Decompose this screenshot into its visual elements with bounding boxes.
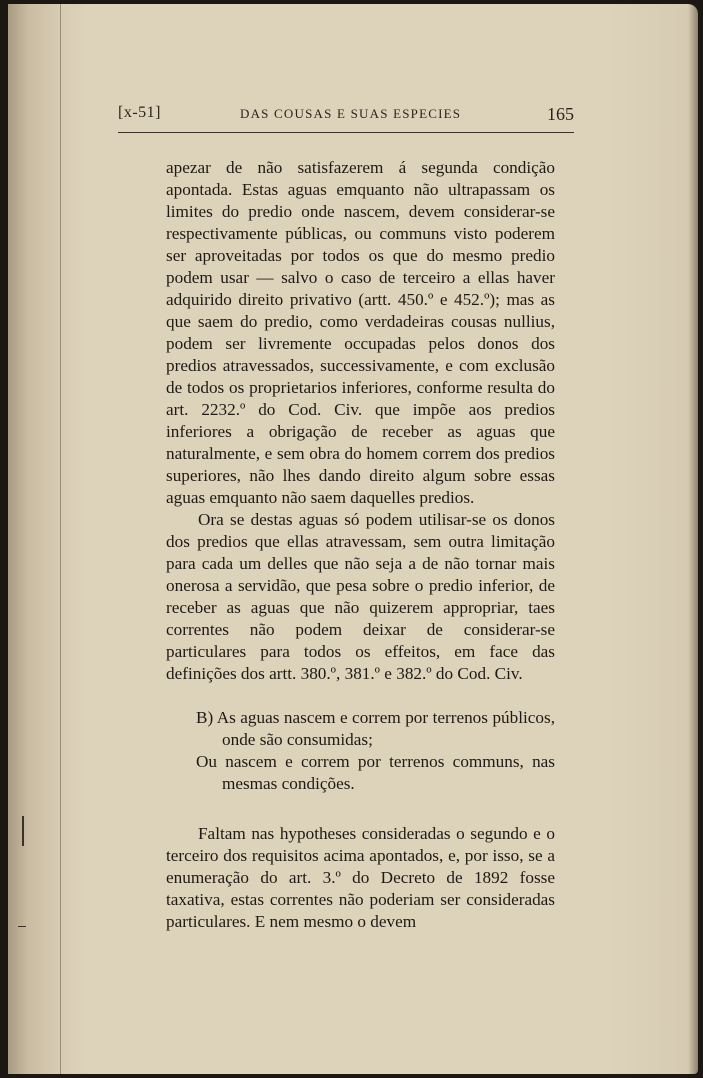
page-number: 165 (547, 104, 574, 124)
margin-mark (18, 926, 26, 927)
paragraph: Ora se destas aguas só podem utilisar-se os donos dos predios que ellas atravessam, sem outra limitação para cada um delles que não seja a de não tornar mais onerosa a servidão, que pesa sobre o predio inferior, de receber as aguas que não quizerem appropriar, taes correntes não podem deixar de considerar-se particulares para todos os effeitos, em face das definições dos artt. 380.º, 381.º e 382.º do Cod. Civ. (166, 510, 555, 683)
page-gutter (8, 4, 61, 1074)
section-reference: [x-51] (118, 104, 161, 121)
page-edge (688, 4, 698, 1074)
list-item: B) As aguas nascem e correm por terrenos públicos, onde são consumidas; (196, 708, 555, 749)
running-header (118, 104, 574, 126)
body-text (166, 157, 555, 933)
margin-mark (22, 816, 24, 846)
running-title: DAS COUSAS E SUAS ESPECIES (240, 106, 462, 121)
paragraph: apezar de não satisfazerem á segunda condição apontada. Estas aguas emquanto não ultrapassam os limites do predio onde nascem, devem considerar-se respectivamente públicas, ou communs visto poderem ser aproveitadas por todos os que do mesmo predio podem usar — salvo o caso de terceiro a ellas haver adquirido direito privativo (artt. 450.º e 452.º); mas as que saem do predio, como verdadeiras cousas nullius, podem ser livremente occupadas pelos donos dos predios atravessados, successivamente, e com exclusão de todos os proprietarios inferiores, conforme resulta do art. 2232.º do Cod. Civ. que impõe aos predios inferiores a obrigação de receber as aguas que naturalmente, e sem obra do homem correm dos predios superiores, não lhes dando direito algum sobre essas aguas emquanto não saem daquelles predios. (166, 158, 555, 507)
header-rule (118, 132, 574, 133)
paragraph: Faltam nas hypotheses consideradas o segundo e o terceiro dos requisitos acima apontados, e, por isso, se a enumeração do art. 3.º do Decreto de 1892 fosse taxativa, estas correntes não poderiam ser consideradas particulares. E nem mesmo o devem (166, 824, 555, 931)
list-item: Ou nascem e correm por terrenos communs, nas mesmas condições. (196, 752, 555, 793)
